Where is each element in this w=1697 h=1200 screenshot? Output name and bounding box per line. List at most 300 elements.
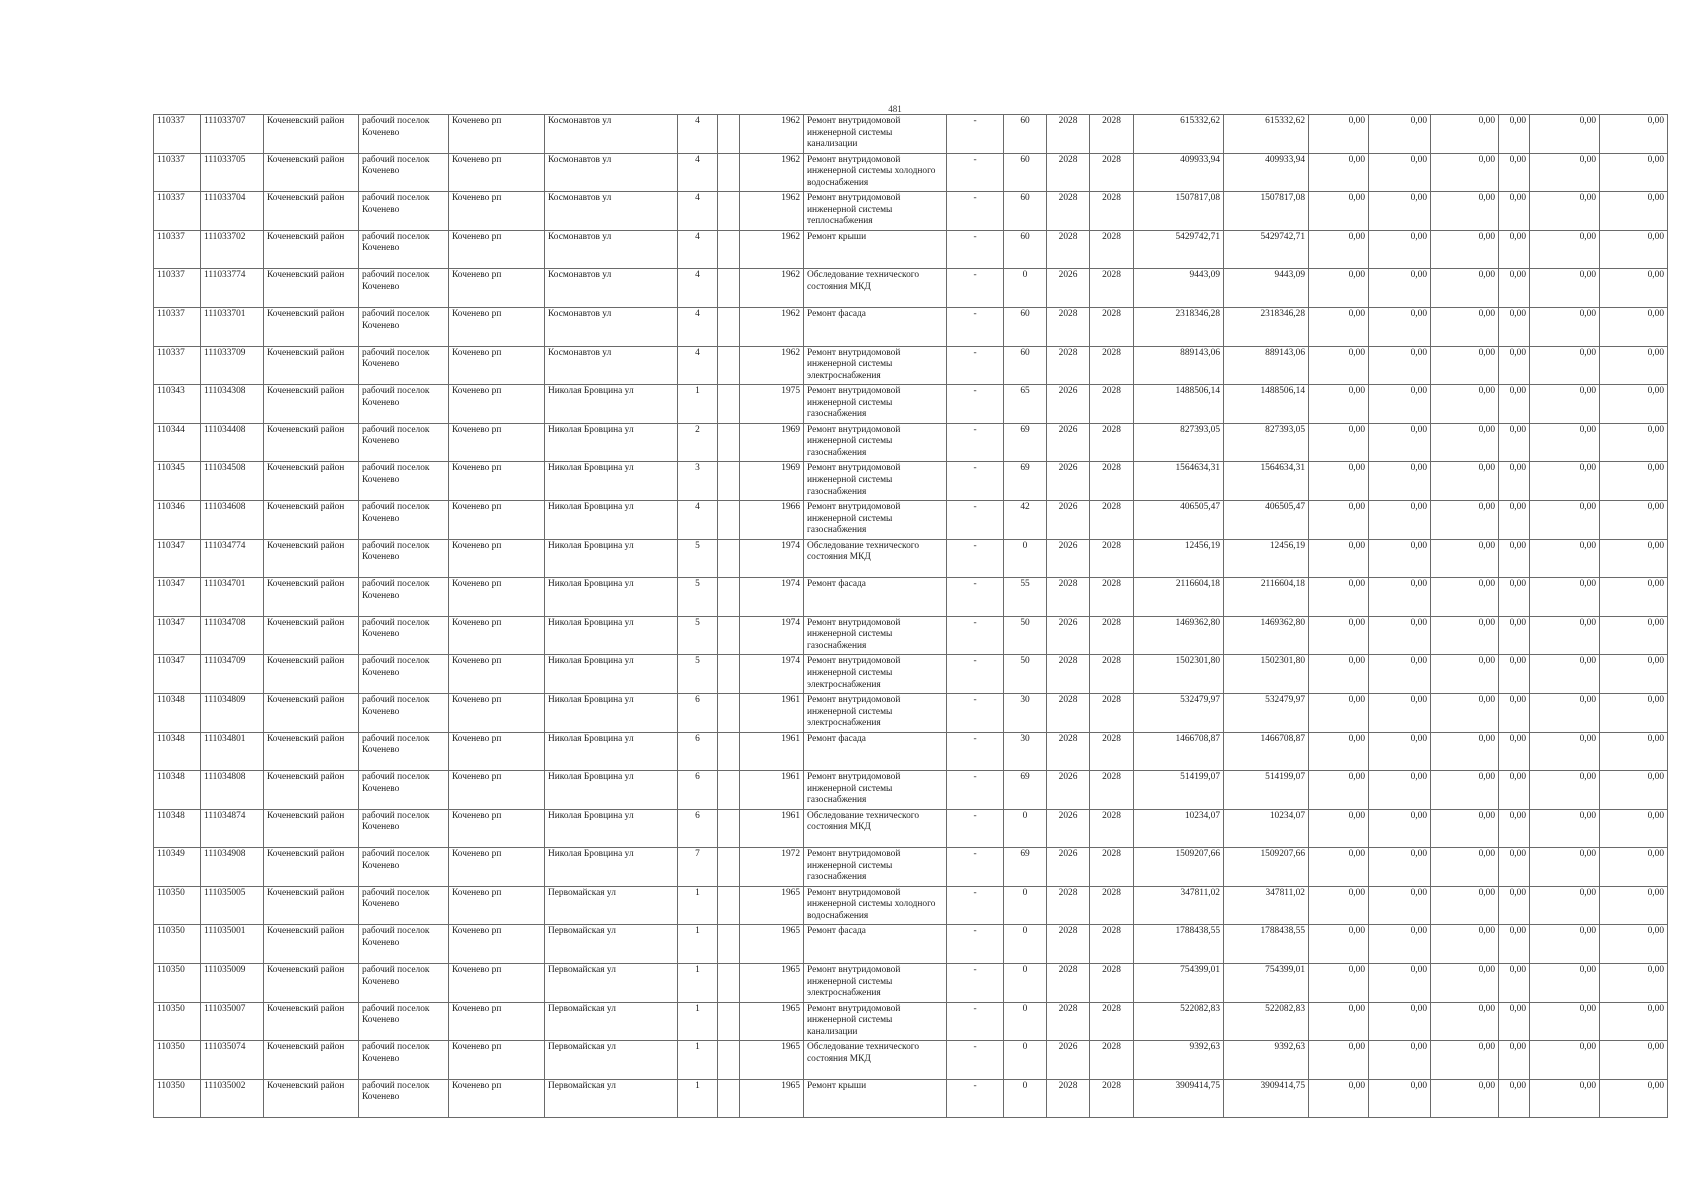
row-id-cell: 110347 — [154, 539, 201, 578]
fund-5-cell: 0,00 — [1530, 462, 1600, 501]
build-year-cell: 1961 — [740, 693, 804, 732]
plan-year-cell: 2028 — [1047, 732, 1090, 771]
table-row — [154, 539, 1668, 578]
house-number-cell: 1 — [678, 886, 718, 925]
wear-percent-cell: 0 — [1004, 1041, 1047, 1080]
plan-year-cell: 2028 — [1047, 230, 1090, 269]
cost-owner-funds-cell: 10234,07 — [1224, 809, 1309, 848]
fund-3-cell: 0,00 — [1431, 732, 1499, 771]
plan-year-cell: 2028 — [1047, 192, 1090, 231]
extra-cell-cell — [718, 732, 740, 771]
dash-cell-cell: - — [947, 693, 1004, 732]
settlement-cell: рабочий поселок Коченево — [359, 269, 449, 308]
settlement-cell: рабочий поселок Коченево — [359, 732, 449, 771]
fund-1-cell: 0,00 — [1309, 925, 1369, 964]
build-year-cell: 1975 — [740, 385, 804, 424]
street-cell: Космонавтов ул — [545, 269, 678, 308]
table-row — [154, 848, 1668, 887]
capital-repair-table — [153, 114, 1668, 1118]
fund-2-cell: 0,00 — [1369, 115, 1431, 154]
municipality-cell: Коченево рп — [449, 192, 545, 231]
fund-5-cell: 0,00 — [1530, 886, 1600, 925]
extra-cell-cell — [718, 346, 740, 385]
wear-percent-cell: 0 — [1004, 1002, 1047, 1041]
district-cell: Коченевский район — [264, 115, 359, 154]
cost-owner-funds-cell: 2318346,28 — [1224, 307, 1309, 346]
street-cell: Николая Бровцина ул — [545, 771, 678, 810]
build-year-cell: 1965 — [740, 1041, 804, 1080]
plan-year-cell: 2028 — [1047, 655, 1090, 694]
cost-total-cell: 754399,01 — [1134, 964, 1224, 1003]
cost-total-cell: 1788438,55 — [1134, 925, 1224, 964]
fund-5-cell: 0,00 — [1530, 1041, 1600, 1080]
fund-4-cell: 0,00 — [1499, 732, 1530, 771]
extra-cell-cell — [718, 1002, 740, 1041]
wear-percent-cell: 50 — [1004, 616, 1047, 655]
fund-1-cell: 0,00 — [1309, 578, 1369, 617]
work-code-cell: 111034801 — [201, 732, 264, 771]
district-cell: Коченевский район — [264, 153, 359, 192]
district-cell: Коченевский район — [264, 771, 359, 810]
district-cell: Коченевский район — [264, 539, 359, 578]
municipality-cell: Коченево рп — [449, 385, 545, 424]
build-year-cell: 1966 — [740, 500, 804, 539]
street-cell: Первомайская ул — [545, 886, 678, 925]
cost-owner-funds-cell: 409933,94 — [1224, 153, 1309, 192]
work-type-cell: Ремонт внутридомовой инженерной системы газоснабжения — [804, 616, 947, 655]
build-year-cell: 1965 — [740, 1079, 804, 1118]
fund-2-cell: 0,00 — [1369, 307, 1431, 346]
extra-cell-cell — [718, 886, 740, 925]
fund-1-cell: 0,00 — [1309, 539, 1369, 578]
municipality-cell: Коченево рп — [449, 1041, 545, 1080]
plan-year-cell: 2026 — [1047, 500, 1090, 539]
work-code-cell: 111033707 — [201, 115, 264, 154]
table-row — [154, 269, 1668, 308]
fund-3-cell: 0,00 — [1431, 230, 1499, 269]
settlement-cell: рабочий поселок Коченево — [359, 809, 449, 848]
fund-4-cell: 0,00 — [1499, 693, 1530, 732]
table-row — [154, 423, 1668, 462]
dash-cell-cell: - — [947, 848, 1004, 887]
end-year-cell: 2028 — [1090, 771, 1134, 810]
fund-2-cell: 0,00 — [1369, 539, 1431, 578]
plan-year-cell: 2026 — [1047, 385, 1090, 424]
work-type-cell: Ремонт фасада — [804, 578, 947, 617]
district-cell: Коченевский район — [264, 964, 359, 1003]
house-number-cell: 4 — [678, 115, 718, 154]
street-cell: Николая Бровцина ул — [545, 655, 678, 694]
house-number-cell: 5 — [678, 616, 718, 655]
work-code-cell: 111034308 — [201, 385, 264, 424]
wear-percent-cell: 42 — [1004, 500, 1047, 539]
work-type-cell: Ремонт внутридомовой инженерной системы канализации — [804, 1002, 947, 1041]
fund-1-cell: 0,00 — [1309, 616, 1369, 655]
cost-total-cell: 532479,97 — [1134, 693, 1224, 732]
settlement-cell: рабочий поселок Коченево — [359, 1002, 449, 1041]
fund-3-cell: 0,00 — [1431, 269, 1499, 308]
work-code-cell: 111033702 — [201, 230, 264, 269]
end-year-cell: 2028 — [1090, 886, 1134, 925]
end-year-cell: 2028 — [1090, 385, 1134, 424]
work-type-cell: Ремонт внутридомовой инженерной системы канализации — [804, 115, 947, 154]
end-year-cell: 2028 — [1090, 192, 1134, 231]
municipality-cell: Коченево рп — [449, 539, 545, 578]
row-id-cell: 110343 — [154, 385, 201, 424]
work-code-cell: 111034709 — [201, 655, 264, 694]
municipality-cell: Коченево рп — [449, 771, 545, 810]
district-cell: Коченевский район — [264, 423, 359, 462]
dash-cell-cell: - — [947, 655, 1004, 694]
fund-6-cell: 0,00 — [1600, 346, 1668, 385]
cost-total-cell: 9392,63 — [1134, 1041, 1224, 1080]
fund-4-cell: 0,00 — [1499, 153, 1530, 192]
house-number-cell: 1 — [678, 925, 718, 964]
work-type-cell: Ремонт внутридомовой инженерной системы газоснабжения — [804, 462, 947, 501]
row-id-cell: 110348 — [154, 732, 201, 771]
fund-5-cell: 0,00 — [1530, 269, 1600, 308]
fund-5-cell: 0,00 — [1530, 539, 1600, 578]
table-row — [154, 886, 1668, 925]
fund-3-cell: 0,00 — [1431, 385, 1499, 424]
cost-total-cell: 3909414,75 — [1134, 1079, 1224, 1118]
cost-owner-funds-cell: 532479,97 — [1224, 693, 1309, 732]
fund-5-cell: 0,00 — [1530, 115, 1600, 154]
fund-3-cell: 0,00 — [1431, 115, 1499, 154]
fund-5-cell: 0,00 — [1530, 500, 1600, 539]
fund-5-cell: 0,00 — [1530, 307, 1600, 346]
build-year-cell: 1962 — [740, 307, 804, 346]
cost-owner-funds-cell: 1509207,66 — [1224, 848, 1309, 887]
plan-year-cell: 2026 — [1047, 809, 1090, 848]
municipality-cell: Коченево рп — [449, 732, 545, 771]
municipality-cell: Коченево рп — [449, 616, 545, 655]
district-cell: Коченевский район — [264, 192, 359, 231]
work-code-cell: 111034701 — [201, 578, 264, 617]
fund-1-cell: 0,00 — [1309, 423, 1369, 462]
wear-percent-cell: 0 — [1004, 539, 1047, 578]
fund-2-cell: 0,00 — [1369, 809, 1431, 848]
row-id-cell: 110337 — [154, 153, 201, 192]
house-number-cell: 1 — [678, 1002, 718, 1041]
build-year-cell: 1974 — [740, 655, 804, 694]
street-cell: Космонавтов ул — [545, 230, 678, 269]
row-id-cell: 110337 — [154, 115, 201, 154]
extra-cell-cell — [718, 771, 740, 810]
district-cell: Коченевский район — [264, 1041, 359, 1080]
build-year-cell: 1974 — [740, 616, 804, 655]
work-code-cell: 111034809 — [201, 693, 264, 732]
work-code-cell: 111034408 — [201, 423, 264, 462]
settlement-cell: рабочий поселок Коченево — [359, 385, 449, 424]
house-number-cell: 6 — [678, 771, 718, 810]
settlement-cell: рабочий поселок Коченево — [359, 964, 449, 1003]
dash-cell-cell: - — [947, 1002, 1004, 1041]
row-id-cell: 110337 — [154, 346, 201, 385]
cost-owner-funds-cell: 1502301,80 — [1224, 655, 1309, 694]
fund-3-cell: 0,00 — [1431, 423, 1499, 462]
row-id-cell: 110344 — [154, 423, 201, 462]
fund-5-cell: 0,00 — [1530, 616, 1600, 655]
plan-year-cell: 2028 — [1047, 1079, 1090, 1118]
build-year-cell: 1962 — [740, 269, 804, 308]
dash-cell-cell: - — [947, 539, 1004, 578]
cost-total-cell: 1502301,80 — [1134, 655, 1224, 694]
plan-year-cell: 2026 — [1047, 423, 1090, 462]
wear-percent-cell: 65 — [1004, 385, 1047, 424]
district-cell: Коченевский район — [264, 693, 359, 732]
street-cell: Николая Бровцина ул — [545, 848, 678, 887]
cost-total-cell: 615332,62 — [1134, 115, 1224, 154]
wear-percent-cell: 69 — [1004, 423, 1047, 462]
end-year-cell: 2028 — [1090, 964, 1134, 1003]
house-number-cell: 6 — [678, 809, 718, 848]
extra-cell-cell — [718, 115, 740, 154]
table-row — [154, 964, 1668, 1003]
wear-percent-cell: 0 — [1004, 1079, 1047, 1118]
fund-4-cell: 0,00 — [1499, 1002, 1530, 1041]
table-row — [154, 732, 1668, 771]
cost-owner-funds-cell: 615332,62 — [1224, 115, 1309, 154]
fund-1-cell: 0,00 — [1309, 153, 1369, 192]
fund-6-cell: 0,00 — [1600, 655, 1668, 694]
fund-4-cell: 0,00 — [1499, 423, 1530, 462]
street-cell: Космонавтов ул — [545, 153, 678, 192]
work-type-cell: Ремонт крыши — [804, 1079, 947, 1118]
fund-1-cell: 0,00 — [1309, 269, 1369, 308]
table-body — [154, 115, 1668, 1118]
work-code-cell: 111035002 — [201, 1079, 264, 1118]
fund-2-cell: 0,00 — [1369, 153, 1431, 192]
fund-5-cell: 0,00 — [1530, 153, 1600, 192]
fund-4-cell: 0,00 — [1499, 886, 1530, 925]
fund-4-cell: 0,00 — [1499, 192, 1530, 231]
build-year-cell: 1962 — [740, 192, 804, 231]
fund-6-cell: 0,00 — [1600, 616, 1668, 655]
dash-cell-cell: - — [947, 925, 1004, 964]
work-type-cell: Ремонт внутридомовой инженерной системы электроснабжения — [804, 655, 947, 694]
plan-year-cell: 2026 — [1047, 269, 1090, 308]
house-number-cell: 7 — [678, 848, 718, 887]
plan-year-cell: 2028 — [1047, 964, 1090, 1003]
dash-cell-cell: - — [947, 462, 1004, 501]
municipality-cell: Коченево рп — [449, 1002, 545, 1041]
table-row — [154, 1041, 1668, 1080]
plan-year-cell: 2028 — [1047, 925, 1090, 964]
cost-owner-funds-cell: 1788438,55 — [1224, 925, 1309, 964]
fund-1-cell: 0,00 — [1309, 230, 1369, 269]
wear-percent-cell: 0 — [1004, 925, 1047, 964]
fund-4-cell: 0,00 — [1499, 848, 1530, 887]
cost-owner-funds-cell: 1469362,80 — [1224, 616, 1309, 655]
municipality-cell: Коченево рп — [449, 423, 545, 462]
end-year-cell: 2028 — [1090, 732, 1134, 771]
street-cell: Николая Бровцина ул — [545, 732, 678, 771]
fund-5-cell: 0,00 — [1530, 848, 1600, 887]
work-type-cell: Ремонт крыши — [804, 230, 947, 269]
fund-6-cell: 0,00 — [1600, 192, 1668, 231]
fund-3-cell: 0,00 — [1431, 346, 1499, 385]
municipality-cell: Коченево рп — [449, 307, 545, 346]
dash-cell-cell: - — [947, 809, 1004, 848]
work-type-cell: Ремонт внутридомовой инженерной системы холодного водоснабжения — [804, 886, 947, 925]
build-year-cell: 1961 — [740, 732, 804, 771]
fund-3-cell: 0,00 — [1431, 616, 1499, 655]
cost-total-cell: 522082,83 — [1134, 1002, 1224, 1041]
page-number: 481 — [888, 104, 902, 114]
cost-total-cell: 409933,94 — [1134, 153, 1224, 192]
build-year-cell: 1965 — [740, 1002, 804, 1041]
plan-year-cell: 2028 — [1047, 153, 1090, 192]
build-year-cell: 1972 — [740, 848, 804, 887]
extra-cell-cell — [718, 230, 740, 269]
house-number-cell: 5 — [678, 655, 718, 694]
build-year-cell: 1965 — [740, 886, 804, 925]
cost-total-cell: 514199,07 — [1134, 771, 1224, 810]
fund-4-cell: 0,00 — [1499, 616, 1530, 655]
district-cell: Коченевский район — [264, 925, 359, 964]
fund-6-cell: 0,00 — [1600, 578, 1668, 617]
fund-1-cell: 0,00 — [1309, 1002, 1369, 1041]
dash-cell-cell: - — [947, 771, 1004, 810]
street-cell: Николая Бровцина ул — [545, 578, 678, 617]
cost-owner-funds-cell: 1507817,08 — [1224, 192, 1309, 231]
municipality-cell: Коченево рп — [449, 269, 545, 308]
fund-4-cell: 0,00 — [1499, 346, 1530, 385]
work-type-cell: Ремонт внутридомовой инженерной системы газоснабжения — [804, 385, 947, 424]
work-type-cell: Ремонт фасада — [804, 925, 947, 964]
settlement-cell: рабочий поселок Коченево — [359, 230, 449, 269]
municipality-cell: Коченево рп — [449, 230, 545, 269]
work-type-cell: Ремонт внутридомовой инженерной системы газоснабжения — [804, 500, 947, 539]
plan-year-cell: 2028 — [1047, 307, 1090, 346]
house-number-cell: 1 — [678, 385, 718, 424]
table-row — [154, 616, 1668, 655]
fund-6-cell: 0,00 — [1600, 964, 1668, 1003]
fund-2-cell: 0,00 — [1369, 616, 1431, 655]
work-type-cell: Ремонт внутридомовой инженерной системы электроснабжения — [804, 693, 947, 732]
dash-cell-cell: - — [947, 1079, 1004, 1118]
fund-3-cell: 0,00 — [1431, 964, 1499, 1003]
dash-cell-cell: - — [947, 115, 1004, 154]
plan-year-cell: 2026 — [1047, 539, 1090, 578]
cost-total-cell: 347811,02 — [1134, 886, 1224, 925]
district-cell: Коченевский район — [264, 848, 359, 887]
extra-cell-cell — [718, 1041, 740, 1080]
extra-cell-cell — [718, 500, 740, 539]
fund-2-cell: 0,00 — [1369, 732, 1431, 771]
fund-1-cell: 0,00 — [1309, 693, 1369, 732]
cost-total-cell: 2318346,28 — [1134, 307, 1224, 346]
fund-6-cell: 0,00 — [1600, 269, 1668, 308]
extra-cell-cell — [718, 192, 740, 231]
district-cell: Коченевский район — [264, 230, 359, 269]
extra-cell-cell — [718, 578, 740, 617]
wear-percent-cell: 55 — [1004, 578, 1047, 617]
end-year-cell: 2028 — [1090, 1079, 1134, 1118]
work-code-cell: 111034508 — [201, 462, 264, 501]
dash-cell-cell: - — [947, 269, 1004, 308]
fund-2-cell: 0,00 — [1369, 1079, 1431, 1118]
fund-5-cell: 0,00 — [1530, 385, 1600, 424]
extra-cell-cell — [718, 539, 740, 578]
house-number-cell: 4 — [678, 500, 718, 539]
dash-cell-cell: - — [947, 230, 1004, 269]
work-type-cell: Ремонт фасада — [804, 307, 947, 346]
cost-owner-funds-cell: 406505,47 — [1224, 500, 1309, 539]
dash-cell-cell: - — [947, 192, 1004, 231]
house-number-cell: 1 — [678, 1041, 718, 1080]
cost-owner-funds-cell: 5429742,71 — [1224, 230, 1309, 269]
fund-6-cell: 0,00 — [1600, 115, 1668, 154]
extra-cell-cell — [718, 964, 740, 1003]
municipality-cell: Коченево рп — [449, 115, 545, 154]
fund-6-cell: 0,00 — [1600, 771, 1668, 810]
table-row — [154, 655, 1668, 694]
row-id-cell: 110347 — [154, 578, 201, 617]
house-number-cell: 1 — [678, 1079, 718, 1118]
fund-5-cell: 0,00 — [1530, 192, 1600, 231]
fund-1-cell: 0,00 — [1309, 192, 1369, 231]
work-code-cell: 111035005 — [201, 886, 264, 925]
fund-5-cell: 0,00 — [1530, 423, 1600, 462]
fund-2-cell: 0,00 — [1369, 269, 1431, 308]
dash-cell-cell: - — [947, 500, 1004, 539]
cost-total-cell: 1507817,08 — [1134, 192, 1224, 231]
settlement-cell: рабочий поселок Коченево — [359, 307, 449, 346]
fund-2-cell: 0,00 — [1369, 886, 1431, 925]
fund-1-cell: 0,00 — [1309, 385, 1369, 424]
table-row — [154, 385, 1668, 424]
end-year-cell: 2028 — [1090, 693, 1134, 732]
fund-4-cell: 0,00 — [1499, 500, 1530, 539]
fund-3-cell: 0,00 — [1431, 462, 1499, 501]
fund-3-cell: 0,00 — [1431, 886, 1499, 925]
settlement-cell: рабочий поселок Коченево — [359, 886, 449, 925]
fund-4-cell: 0,00 — [1499, 1041, 1530, 1080]
work-type-cell: Ремонт внутридомовой инженерной системы электроснабжения — [804, 964, 947, 1003]
wear-percent-cell: 50 — [1004, 655, 1047, 694]
house-number-cell: 4 — [678, 269, 718, 308]
district-cell: Коченевский район — [264, 1079, 359, 1118]
fund-5-cell: 0,00 — [1530, 230, 1600, 269]
build-year-cell: 1969 — [740, 462, 804, 501]
extra-cell-cell — [718, 616, 740, 655]
house-number-cell: 4 — [678, 230, 718, 269]
work-code-cell: 111034608 — [201, 500, 264, 539]
fund-2-cell: 0,00 — [1369, 230, 1431, 269]
dash-cell-cell: - — [947, 578, 1004, 617]
street-cell: Первомайская ул — [545, 1002, 678, 1041]
work-code-cell: 111033704 — [201, 192, 264, 231]
street-cell: Первомайская ул — [545, 1041, 678, 1080]
fund-1-cell: 0,00 — [1309, 1079, 1369, 1118]
extra-cell-cell — [718, 269, 740, 308]
fund-2-cell: 0,00 — [1369, 771, 1431, 810]
fund-6-cell: 0,00 — [1600, 539, 1668, 578]
fund-3-cell: 0,00 — [1431, 192, 1499, 231]
fund-2-cell: 0,00 — [1369, 423, 1431, 462]
fund-4-cell: 0,00 — [1499, 115, 1530, 154]
extra-cell-cell — [718, 153, 740, 192]
work-type-cell: Обследование технического состояния МКД — [804, 1041, 947, 1080]
fund-2-cell: 0,00 — [1369, 1041, 1431, 1080]
fund-2-cell: 0,00 — [1369, 655, 1431, 694]
house-number-cell: 6 — [678, 693, 718, 732]
work-code-cell: 111034808 — [201, 771, 264, 810]
cost-total-cell: 889143,06 — [1134, 346, 1224, 385]
street-cell: Космонавтов ул — [545, 192, 678, 231]
